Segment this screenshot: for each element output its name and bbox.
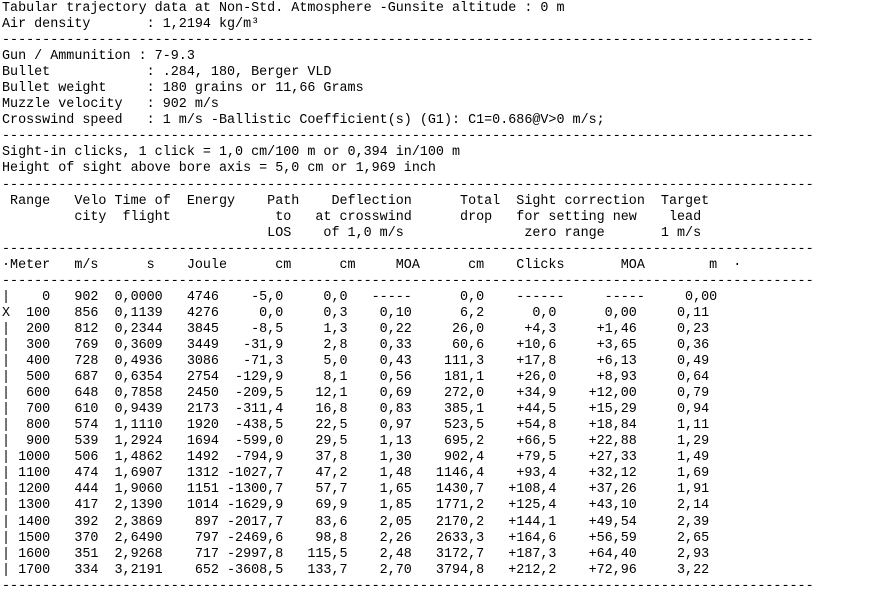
table-body: [2, 290, 814, 579]
table-row: | 1100 474 1,6907 1312 -1027,7 47,2 1,48 1146,4 +93,4 +32,12 1,69: [2, 466, 710, 482]
sight-height-line: Height of sight above bore axis = 5,0 cm or 1,969 inch: [2, 161, 436, 177]
crosswind-line: Crosswind speed : 1 m/s -Ballistic Coefficient(s) (G1): C1=0.686@V>0 m/s;: [2, 113, 605, 129]
table-units-line: ·Meter m/s s Joule cm cm MOA cm Clicks MOA m ·: [2, 257, 742, 273]
table-header-line-1: Range Velo Time of Energy Path Deflection Total Sight correction Target: [2, 193, 710, 209]
separator-line: -----------------------------------------------------------------------------------------------------: [2, 578, 814, 594]
table-row: | 500 687 0,6354 2754 -129,9 8,1 0,56 181,1 +26,0 +8,93 0,64: [2, 370, 710, 386]
table-row: | 0 902 0,0000 4746 -5,0 0,0 ----- 0,0 ------ ----- 0,00: [2, 289, 718, 305]
table-row: | 900 539 1,2924 1694 -599,0 29,5 1,13 695,2 +66,5 +22,88 1,29: [2, 434, 710, 450]
table-row: | 300 769 0,3609 3449 -31,9 2,8 0,33 60,6 +10,6 +3,65 0,36: [2, 337, 710, 353]
report-title: Tabular trajectory data at Non-Std. Atmosphere -Gunsite altitude : 0 m: [2, 1, 565, 16]
bullet-weight-line: Bullet weight : 180 grains or 11,66 Grams: [2, 81, 364, 97]
table-row: | 1600 351 2,9268 717 -2997,8 115,5 2,48 3172,7 +187,3 +64,40 2,93: [2, 546, 710, 562]
separator-line: -----------------------------------------------------------------------------------------------------: [2, 177, 814, 193]
separator-line: -----------------------------------------------------------------------------------------------------: [2, 273, 814, 289]
table-row: | 1700 334 3,2191 652 -3608,5 133,7 2,70 3794,8 +212,2 +72,96 3,22: [2, 562, 710, 578]
table-header-line-3: LOS of 1,0 m/s zero range 1 m/s: [2, 225, 702, 241]
table-row: X 100 856 0,1139 4276 0,0 0,3 0,10 6,2 0,0 0,00 0,11: [2, 305, 710, 321]
separator-line: -----------------------------------------------------------------------------------------------------: [2, 33, 814, 49]
table-header-line-2: city flight to at crosswind drop for setting new lead: [2, 209, 702, 225]
table-row: | 800 574 1,1110 1920 -438,5 22,5 0,97 523,5 +54,8 +18,84 1,11: [2, 418, 710, 434]
trajectory-report: [2, 1, 814, 595]
separator-line: -----------------------------------------------------------------------------------------------------: [2, 129, 814, 145]
separator-line: -----------------------------------------------------------------------------------------------------: [2, 241, 814, 257]
table-row: | 700 610 0,9439 2173 -311,4 16,8 0,83 385,1 +44,5 +15,29 0,94: [2, 402, 710, 418]
table-row: | 1200 444 1,9060 1151 -1300,7 57,7 1,65 1430,7 +108,4 +37,26 1,91: [2, 482, 710, 498]
muzzle-velocity-line: Muzzle velocity : 902 m/s: [2, 97, 219, 113]
gun-ammunition-line: Gun / Ammunition : 7-9.3: [2, 49, 195, 65]
table-row: | 600 648 0,7858 2450 -209,5 12,1 0,69 272,0 +34,9 +12,00 0,79: [2, 386, 710, 402]
air-density-line: Air density : 1,2194 kg/m³: [2, 17, 260, 33]
table-row: | 1500 370 2,6490 797 -2469,6 98,8 2,26 2633,3 +164,6 +56,59 2,65: [2, 530, 710, 546]
table-row: | 200 812 0,2344 3845 -8,5 1,3 0,22 26,0 +4,3 +1,46 0,23: [2, 321, 710, 337]
table-row: | 1400 392 2,3869 897 -2017,7 83,6 2,05 2170,2 +144,1 +49,54 2,39: [2, 514, 710, 530]
sight-clicks-line: Sight-in clicks, 1 click = 1,0 cm/100 m or 0,394 in/100 m: [2, 145, 461, 161]
bullet-line: Bullet : .284, 180, Berger VLD: [2, 65, 332, 81]
table-row: | 400 728 0,4936 3086 -71,3 5,0 0,43 111,3 +17,8 +6,13 0,49: [2, 354, 710, 370]
table-row: | 1000 506 1,4862 1492 -794,9 37,8 1,30 902,4 +79,5 +27,33 1,49: [2, 450, 710, 466]
table-row: | 1300 417 2,1390 1014 -1629,9 69,9 1,85 1771,2 +125,4 +43,10 2,14: [2, 498, 710, 514]
